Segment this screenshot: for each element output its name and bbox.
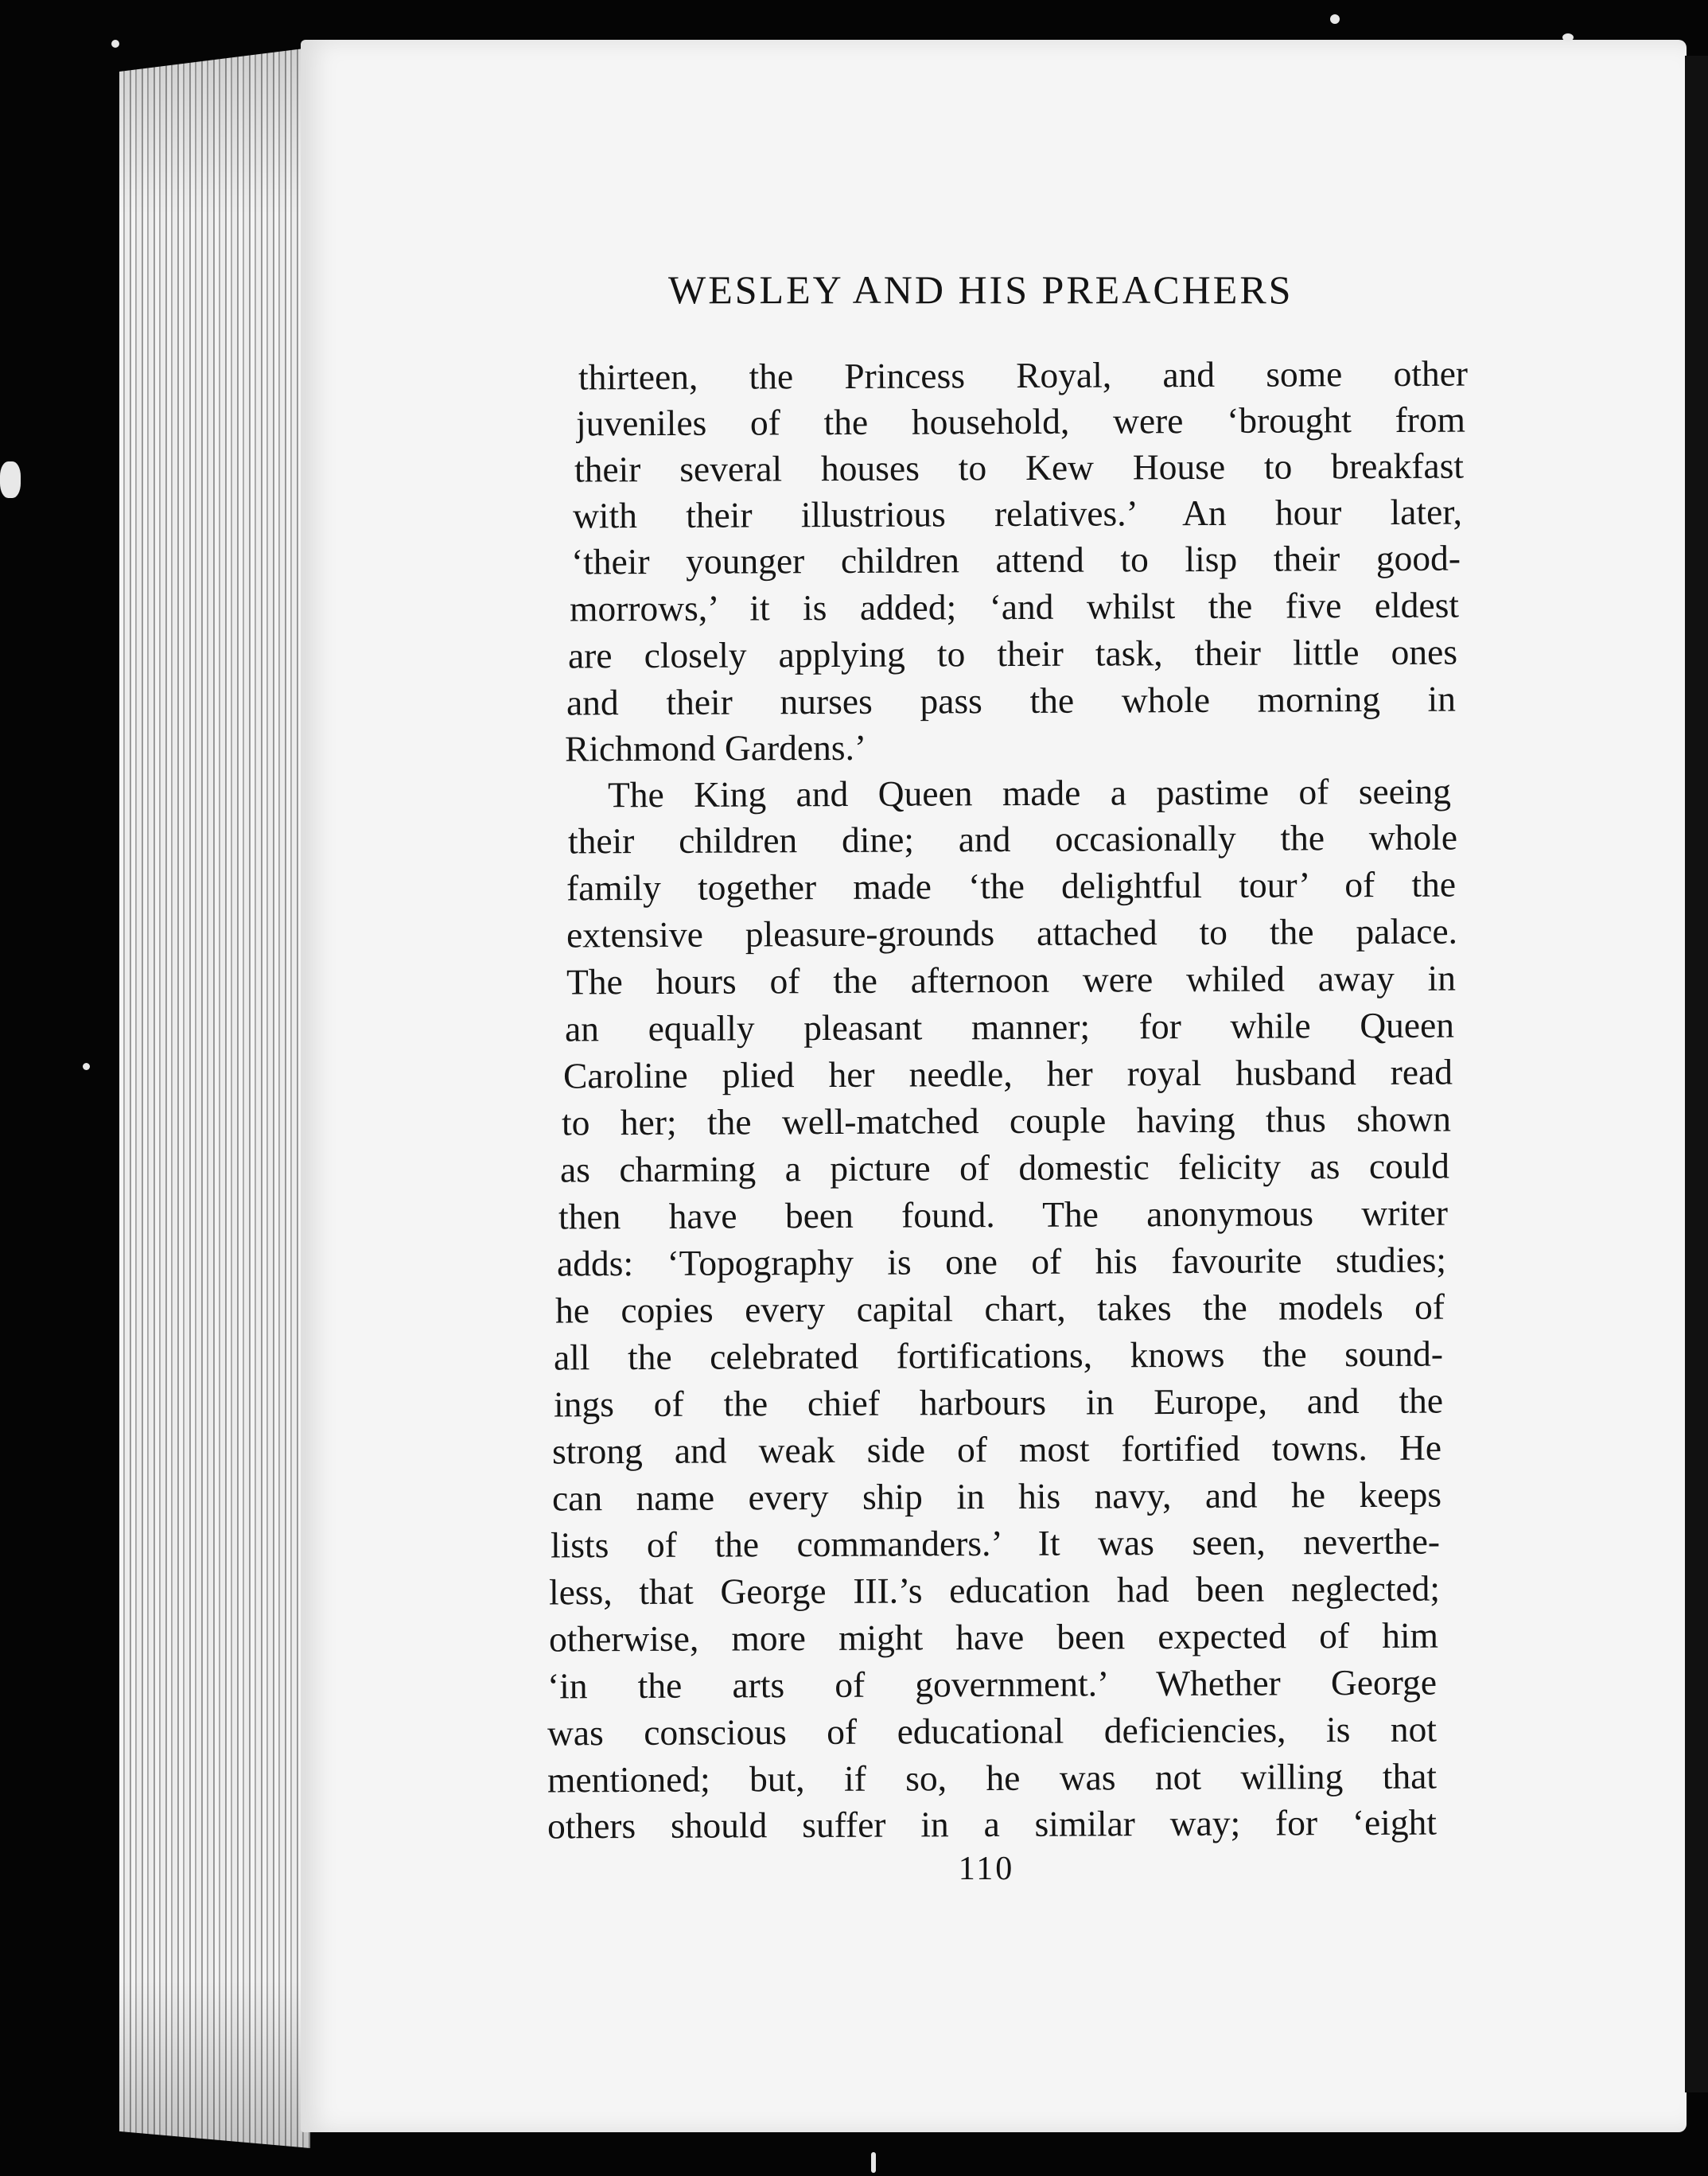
text-line: ings of the chief harbours in Europe, and the: [553, 1380, 1444, 1425]
text-line: ‘in the arts of government.’ Whether George: [547, 1661, 1438, 1707]
text-line: adds: ‘Topography is one of his favourite studies;: [556, 1239, 1447, 1284]
text-line: to her; the well-matched couple having thus shown: [561, 1098, 1452, 1143]
running-head: WESLEY AND HIS PREACHERS: [668, 267, 1294, 312]
text-line: morrows,’ it is added; ‘and whilst the five eldest: [569, 584, 1460, 629]
dust-speck: [1330, 14, 1340, 24]
text-line: and their nurses pass the whole morning in: [566, 678, 1457, 723]
text-line: was conscious of educational deficiencies, is not: [547, 1708, 1438, 1754]
text-line: The King and Queen made a pastime of seeing: [607, 770, 1452, 816]
dust-speck: [1562, 33, 1574, 41]
text-line: all the celebrated fortifications, knows the sound-: [553, 1333, 1444, 1378]
text-line: The hours of the afternoon were whiled away in: [566, 957, 1457, 1002]
text-line: lists of the commanders.’ It was seen, neverthe-: [550, 1520, 1441, 1566]
text-line: mentioned; but, if so, he was not willing that: [547, 1755, 1438, 1800]
text-line: extensive pleasure-grounds attached to the palace.: [566, 910, 1458, 956]
text-line: with their illustrious relatives.’ An hour later,: [572, 491, 1463, 536]
text-line: an equally pleasant manner; for while Queen: [564, 1004, 1455, 1049]
text-line: family together made ‘the delightful tour’ of the: [566, 863, 1457, 909]
text-line: Caroline plied her needle, her royal husband read: [562, 1051, 1453, 1096]
text-line: otherwise, more might have been expected of him: [548, 1614, 1439, 1660]
text-line: juveniles of the household, were ‘brought from: [575, 399, 1466, 444]
text-line: Richmond Gardens.’: [564, 726, 867, 769]
text-line: others should suffer in a similar way; for ‘eight: [547, 1801, 1438, 1847]
text-line: he copies every capital chart, takes the models of: [554, 1286, 1445, 1331]
text-line: ‘their younger children attend to lisp their good-: [570, 537, 1461, 582]
text-line: are closely applying to their task, their little ones: [567, 631, 1458, 676]
text-line: as charming a picture of domestic felicity as could: [559, 1145, 1450, 1190]
dust-speck: [83, 1063, 90, 1070]
text-line: then have been found. The anonymous writer: [558, 1192, 1449, 1237]
text-line: less, that George III.’s education had been neglected;: [548, 1567, 1441, 1613]
dust-speck: [111, 40, 119, 48]
text-line: can name every ship in his navy, and he keeps: [551, 1473, 1442, 1519]
text-line: their several houses to Kew House to breakfast: [574, 445, 1465, 490]
page-number: 110: [958, 1851, 1015, 1887]
page-edges-stack: [119, 48, 310, 2148]
text-line: thirteen, the Princess Royal, and some other: [578, 352, 1469, 398]
right-margin-shadow: [1685, 56, 1708, 2092]
text-line: strong and weak side of most fortified towns. He: [551, 1427, 1442, 1472]
dust-speck: [871, 2152, 876, 2173]
dust-speck: [0, 461, 21, 498]
text-line: their children dine; and occasionally the whole: [567, 816, 1458, 862]
